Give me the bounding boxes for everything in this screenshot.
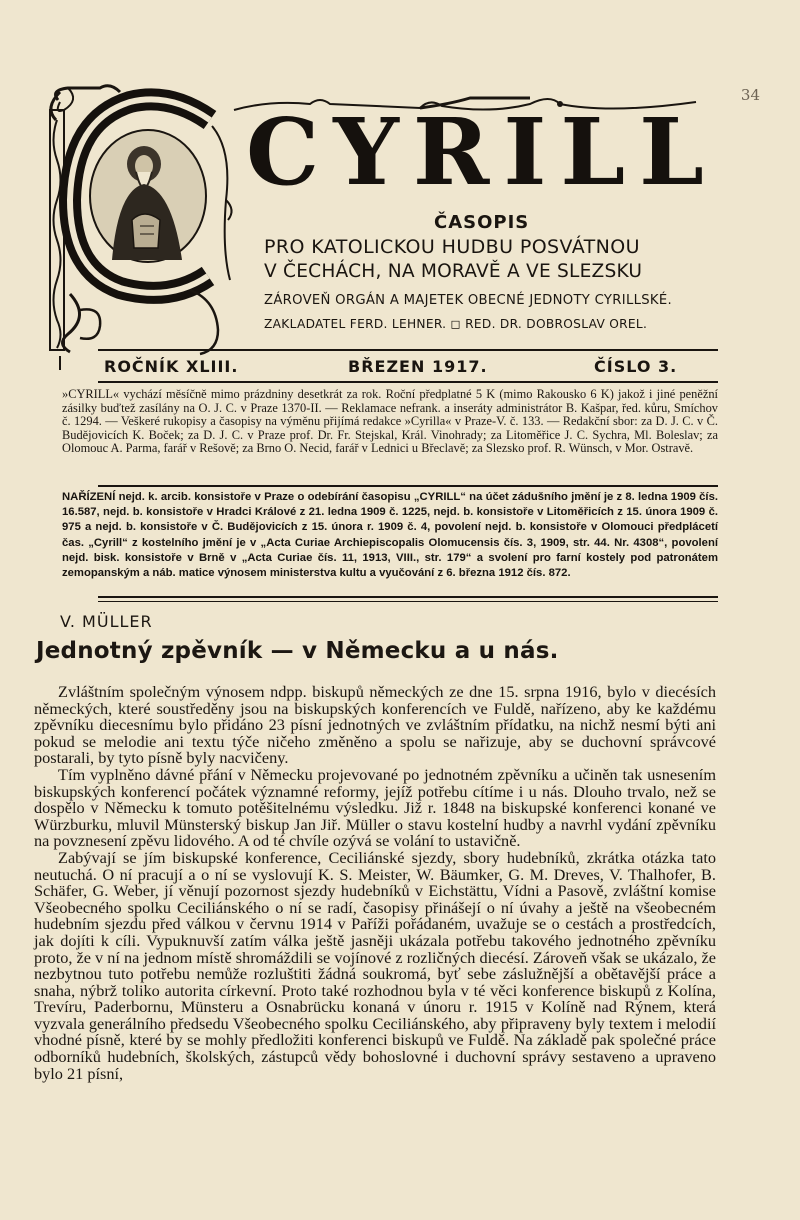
article-author: V. MÜLLER: [60, 612, 153, 631]
consistory-decree-paragraph: NAŘÍZENÍ nejd. k. arcib. konsistoře v Praze o odebírání časopisu „CYRILL“ na účet zádušního jmění je z 8. ledna 1909 čís. 16.587, nejd. b. konsistoře v Hradci Králové z 21. ledna 1909 č. 1225, nejd. b. konsistoře v Litoměřicích z 15. února 1909 č. 975 a nejd. b. konsistoře v Č. Budějovicích z 15. února r. 1909 č. 4, povolení nejd. b. konsistoře v Olomouci předplácetí čas. „Cyrill“ z kostelního jmění je v „Acta Curiae Archiepiscopalis Olomucensis čís. 3, 1909, str. 44. Nr. 4308“, povolení nejd. bisk. konsistoře v Brně v „Acta Curiae čís. 11, 1913, VIII., str. 179“ a svolení pro farní kostely pod patronátem zemopanským a náb. matice výnosem ministerstva kultu a vyučování z 6. března 1912 čís. 872.: [62, 491, 718, 580]
issue-divider: [98, 381, 718, 383]
subscription-info-paragraph: »CYRILL« vychází měsíčně mimo prázdniny desetkrát za rok. Roční předplatné 5 K (mimo Rakousko 6 K) jakož i jiné peněžní zásilky buďtež zasílány na O. J. C. v Praze 1370-II. — Reklamace nefrank. a inseráty administrátor B. Kašpar, řed. kůru, Smíchov č. 1294. — Veškeré rukopisy a časopisy na výměnu přijímá redakce »Cyrilla« v Praze-V. č. 133. — Redakční sbor: za D. J. C. v Č. Budějovicích K. Boček; za D. J. C. v Praze prof. Dr. Fr. Stejskal, Král. Vinohrady; za Litoměřice J. C. Sychra, Ml. Boleslav; za Olomouc A. Parma, farář v Rešově; za Brno O. Necid, farář v Lednici u Břeclavě; za Slezsko prof. R. Wünsch, v Mor. Ostravě.: [62, 387, 718, 456]
decree-divider-top: [98, 596, 718, 598]
journal-title: CYRILL: [246, 98, 718, 206]
article-body: [34, 684, 716, 1082]
page-number: 34: [740, 86, 760, 104]
masthead-subtitle-1: ČASOPIS: [434, 212, 530, 233]
article-title: Jednotný zpěvník — v Německu a u nás.: [36, 638, 559, 664]
article-paragraph: Zvláštním společným výnosem ndpp. biskupů německých ze dne 15. srpna 1916, bylo v diecésích německých, které soustředěny jsou na biskupských konferencích ve Fuldě, nařízeno, aby ke každému zpěvníku diecesnímu bylo přidáno 23 písní jednotných ve zvláštním přídatku, na nichž nesmí býti ani pokud se melodie ani textu týče ničeho změněno a spolu se nařizuje, aby se duchovní správcové postarali, by tyto písně byly nacvičeny.: [34, 682, 716, 768]
issue-number: ČÍSLO 3.: [594, 357, 678, 376]
issue-date: BŘEZEN 1917.: [348, 357, 488, 376]
masthead-subtitle-3: V ČECHÁCH, NA MORAVĚ A VE SLEZSKU: [264, 261, 643, 282]
intro-divider: [98, 485, 718, 487]
masthead-subtitle-4: ZÁROVEŇ ORGÁN A MAJETEK OBECNÉ JEDNOTY CYRILLSKÉ.: [264, 293, 672, 308]
masthead-subtitle-2: PRO KATOLICKOU HUDBU POSVÁTNOU: [264, 236, 640, 258]
issue-volume: ROČNÍK XLIII.: [104, 357, 239, 376]
masthead-divider: [98, 349, 718, 351]
article-paragraph: Tím vyplněno dávné přání v Německu projevované po jednotném zpěvníku a učiněn tak usnesením biskupských konferencí počátek významné reformy, jejíž potřebu cítíme i u nás. Dlouho trvalo, než se dospělo v Německu k tomuto potěšitelnému výsledku. Již r. 1848 na biskupské konferenci konané ve Würzburku, mluvil Münsterský biskup Jan Jiř. Müller o stavu kostelní hudby a navrhl vydání zpěvníku na povznesení zpěvu lidového. A od té chvíle ozývá se volání to ustavičně.: [34, 764, 716, 851]
article-paragraph: Zabývají se jím biskupské konference, Ceciliánské sjezdy, sbory hudebníků, zkrátka otázka tato neutuchá. O ní pracují a o ní se vyslovují K. S. Meister, W. Bäumker, G. M. Dreves, V. Thalhofer, B. Schäfer, G. Weber, jí věnují pozornost sjezdy hudebníků v Eichstättu, Vídni a Pasově, zvláštní komise Všeobecného spolku Ceciliánského o ní se radí, časopisy přinášejí o ní úvahy a ještě na všeobecném hudebním sjezdu před válkou v červnu 1914 v Paříži pořádaném, uvažuje se o cestách a prostředcích, jak dojíti k cíli. Vypuknuvší zatím válka ještě jasněji ukázala potřebu takového jednotného zpěvníku proto, že v ní na jednom místě shromáždili se vojínové z rozličných diecésí. Zároveň však se ukázalo, že nezbytnou tuto potřebu nemůže rozluštiti žádná soukromá, byť sebe záslužnější a obětavější práce a snaha, nýbrž toliko autorita církevní. Proto také rozhodnou byla v té věci konference biskupů z Kolína, Trevíru, Paderbornu, Münsteru a Osnabrücku konaná v únoru r. 1915 v Kolíně nad Rýnem, která vyzvala generálního předsedu Všeobecného spolku Ceciliánského, aby připraveny byly textem i melodií vhodné písně, které by se mohly předložiti konferenci biskupů ve Fuldě. Na základě pak společné práce odborníků hudebních, školských, zástupců vědy bohoslovné i duchovní správy sestaveno a upraveno bylo 21 písní,: [34, 847, 716, 1083]
masthead-subtitle-5: ZAKLADATEL FERD. LEHNER. ◻ RED. DR. DOBROSLAV OREL.: [264, 317, 648, 331]
illuminated-initial-c-with-saint-portrait-icon: [40, 80, 240, 370]
decree-divider-bottom: [98, 601, 718, 602]
